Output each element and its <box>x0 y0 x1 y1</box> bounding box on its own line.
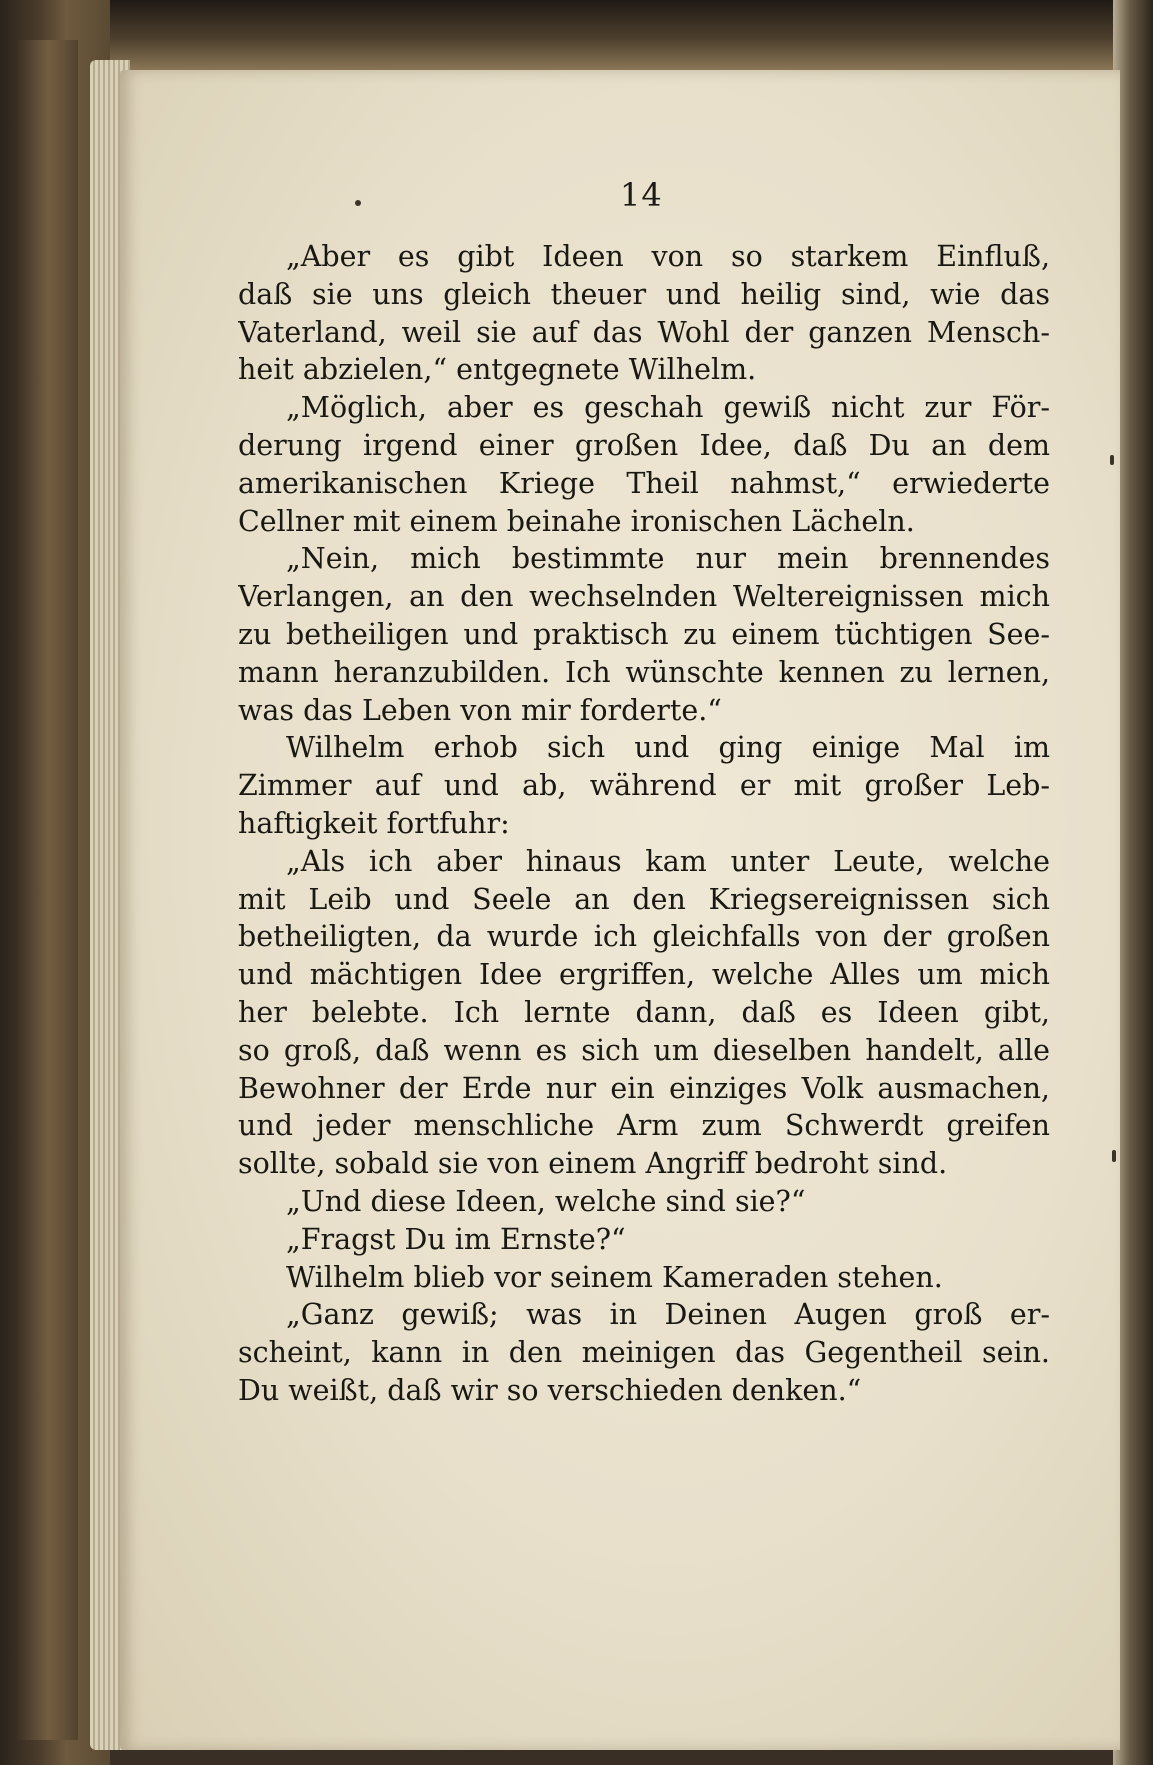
text-line: so groß, daß wenn es sich um dieselben handelt, alle <box>238 1033 1050 1067</box>
text-line: „Ganz gewiß; was in Deinen Augen groß er- <box>286 1298 1050 1332</box>
text-line: her belebte. Ich lernte dann, daß es Ideen gibt, <box>238 995 1050 1029</box>
text-line: derung irgend einer großen Idee, daß Du an dem <box>238 428 1050 462</box>
text-line: daß sie uns gleich theuer und heilig sind, wie das <box>238 277 1050 311</box>
text-line: amerikanischen Kriege Theil nahmst,“ erwiederte <box>238 466 1050 500</box>
text-line: zu betheiligen und praktisch zu einem tüchtigen See- <box>238 617 1050 651</box>
text-line: Wilhelm erhob sich und ging einige Mal im <box>286 731 1050 765</box>
text-line: scheint, kann in den meinigen das Gegentheil sein. <box>238 1336 1050 1370</box>
ink-speck <box>1110 455 1114 465</box>
text-line: Wilhelm blieb vor seinem Kameraden stehen. <box>286 1260 943 1294</box>
text-line: „Als ich aber hinaus kam unter Leute, welche <box>286 844 1050 878</box>
ink-speck <box>1112 1150 1116 1162</box>
text-line: „Nein, mich bestimmte nur mein brennendes <box>286 542 1050 576</box>
page-text <box>238 238 1050 1410</box>
text-line: Bewohner der Erde nur ein einziges Volk ausmachen, <box>238 1071 1050 1105</box>
ink-speck <box>355 200 361 206</box>
text-line: Du weißt, daß wir so verschieden denken.“ <box>238 1373 862 1407</box>
text-line: Zimmer auf und ab, während er mit großer Leb- <box>238 769 1050 803</box>
text-line: was das Leben von mir forderte.“ <box>238 693 722 727</box>
text-line: mann heranzubilden. Ich wünschte kennen zu lernen, <box>238 655 1050 689</box>
text-line: Vaterland, weil sie auf das Wohl der ganzen Mensch- <box>238 315 1050 349</box>
text-line: Cellner mit einem beinahe ironischen Lächeln. <box>238 504 915 538</box>
text-line: „Fragst Du im Ernste?“ <box>286 1222 626 1256</box>
page-number: 14 <box>620 176 663 214</box>
text-line: heit abzielen,“ entgegnete Wilhelm. <box>238 353 757 387</box>
cover-spine-strip <box>18 40 78 1740</box>
top-binding-edge <box>0 0 1153 70</box>
text-line: und mächtigen Idee ergriffen, welche Alles um mich <box>238 958 1050 992</box>
text-line: „Aber es gibt Ideen von so starkem Einfluß, <box>286 240 1050 273</box>
text-line: „Möglich, aber es geschah gewiß nicht zur För- <box>286 391 1050 425</box>
text-line: und jeder menschliche Arm zum Schwerdt greifen <box>238 1109 1050 1143</box>
text-line: sollte, sobald sie von einem Angriff bedroht sind. <box>238 1147 948 1181</box>
text-line: betheiligten, da wurde ich gleichfalls von der großen <box>238 920 1050 954</box>
text-line: „Und diese Ideen, welche sind sie?“ <box>286 1184 806 1218</box>
text-line: haftigkeit fortfuhr: <box>238 806 510 840</box>
text-line: mit Leib und Seele an den Kriegsereignissen sich <box>238 882 1050 916</box>
text-line: Verlangen, an den wechselnden Weltereignissen mich <box>238 580 1050 614</box>
